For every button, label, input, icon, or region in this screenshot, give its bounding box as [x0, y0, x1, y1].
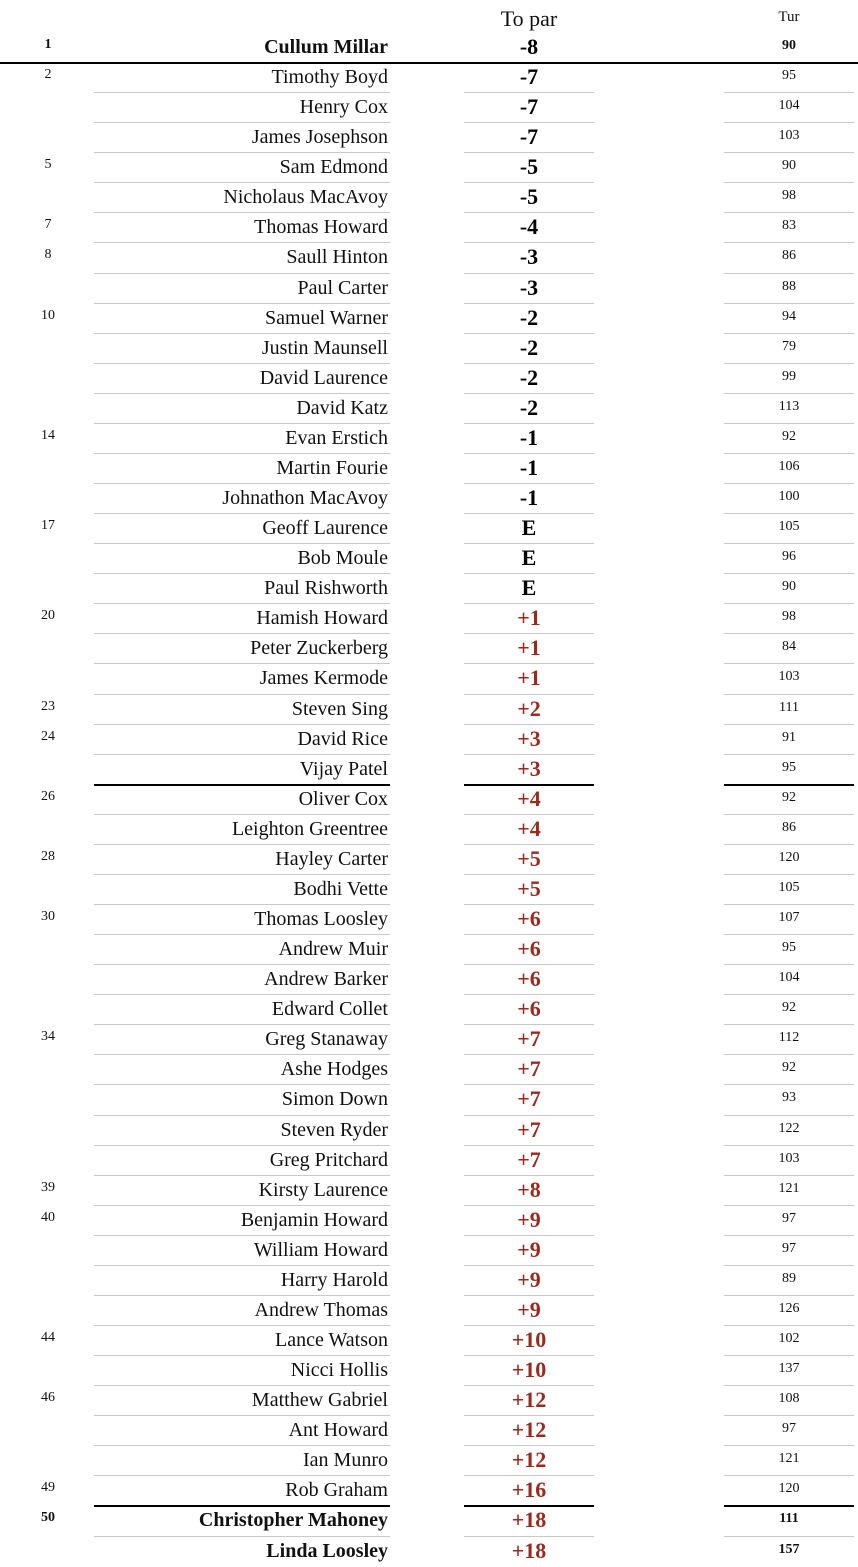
table-row: [0, 153, 858, 183]
table-row: [0, 1176, 858, 1206]
tur-cell: 107: [778, 910, 800, 925]
player-name-cell: Steven Sing: [291, 698, 388, 720]
player-name-cell: Ashe Hodges: [280, 1058, 388, 1080]
tur-cell: 104: [778, 98, 800, 113]
table-row: [0, 574, 858, 604]
to-par-cell: +10: [511, 1327, 547, 1352]
player-name-cell: Sam Edmond: [279, 156, 388, 178]
to-par-cell: -3: [519, 275, 539, 300]
position-cell: 39: [41, 1180, 55, 1195]
tur-cell: 92: [782, 790, 796, 805]
to-par-cell: +6: [517, 936, 541, 961]
table-row: [0, 755, 858, 785]
player-name-cell: Justin Maunsell: [261, 337, 388, 359]
position-cell: 14: [41, 428, 55, 443]
tur-cell: 113: [778, 399, 800, 414]
tur-cell: 86: [782, 820, 796, 835]
table-row: [0, 123, 858, 153]
tur-cell: 97: [782, 1421, 796, 1436]
to-par-cell: -8: [519, 34, 539, 59]
tur-cell: 84: [782, 639, 796, 654]
tur-cell: 95: [782, 68, 796, 83]
table-row: [0, 484, 858, 514]
table-row: [0, 664, 858, 694]
tur-cell: 103: [778, 128, 800, 143]
player-name-cell: Andrew Thomas: [254, 1299, 388, 1321]
position-cell: 20: [41, 608, 55, 623]
tur-cell: 121: [778, 1451, 800, 1466]
to-par-cell: -2: [519, 395, 539, 420]
position-cell: 24: [41, 729, 55, 744]
table-row: [0, 304, 858, 334]
table-row: [0, 604, 858, 634]
to-par-cell: +8: [517, 1177, 541, 1202]
player-name-cell: Simon Down: [281, 1088, 388, 1110]
table-row: [0, 93, 858, 123]
tur-cell: 96: [782, 549, 796, 564]
table-row: [0, 514, 858, 544]
to-par-column-header: To par: [500, 6, 558, 31]
to-par-cell: +18: [511, 1538, 547, 1563]
to-par-cell: +4: [517, 816, 541, 841]
player-name-cell: James Kermode: [259, 667, 388, 689]
to-par-cell: +12: [511, 1447, 547, 1472]
player-name-cell: Greg Stanaway: [265, 1028, 388, 1050]
to-par-cell: +9: [517, 1207, 541, 1232]
tur-cell: 157: [778, 1542, 800, 1557]
player-name-cell: Hayley Carter: [275, 848, 388, 870]
player-name-cell: Edward Collet: [271, 998, 388, 1020]
tur-cell: 90: [782, 579, 796, 594]
tur-cell: 97: [782, 1241, 796, 1256]
to-par-cell: +7: [517, 1086, 541, 1111]
tur-cell: 83: [782, 218, 796, 233]
to-par-cell: E: [521, 515, 537, 540]
table-row: [0, 725, 858, 755]
tur-cell: 90: [782, 38, 796, 53]
player-name-cell: Cullum Millar: [264, 36, 388, 58]
tur-cell: 106: [778, 459, 800, 474]
player-name-cell: Thomas Loosley: [254, 908, 388, 930]
table-row: [0, 544, 858, 574]
table-row: [0, 394, 858, 424]
player-name-cell: Evan Erstich: [285, 427, 388, 449]
table-row: [0, 965, 858, 995]
tur-column-header: Tur: [778, 9, 800, 25]
table-row: [0, 845, 858, 875]
table-row: [0, 1386, 858, 1416]
to-par-cell: -5: [519, 154, 539, 179]
to-par-cell: +9: [517, 1297, 541, 1322]
tur-cell: 92: [782, 429, 796, 444]
to-par-cell: E: [521, 545, 537, 570]
table-row: [0, 274, 858, 304]
player-name-cell: Benjamin Howard: [240, 1209, 388, 1231]
to-par-cell: +12: [511, 1417, 547, 1442]
tur-cell: 91: [782, 730, 796, 745]
to-par-cell: E: [521, 575, 537, 600]
tur-cell: 97: [782, 1211, 796, 1226]
to-par-cell: +6: [517, 966, 541, 991]
tur-cell: 95: [782, 940, 796, 955]
position-cell: 40: [41, 1210, 55, 1225]
table-row: [0, 1416, 858, 1446]
player-name-cell: Rob Graham: [285, 1479, 388, 1501]
position-cell: 7: [44, 217, 52, 232]
player-name-cell: Ant Howard: [288, 1419, 388, 1441]
to-par-cell: +9: [517, 1237, 541, 1262]
position-cell: 44: [41, 1330, 55, 1345]
table-row: [0, 1476, 858, 1506]
table-row: [0, 695, 858, 725]
player-name-cell: David Rice: [297, 728, 388, 750]
position-cell: 8: [44, 247, 52, 262]
tur-cell: 100: [778, 489, 800, 504]
player-name-cell: Harry Harold: [280, 1269, 388, 1291]
to-par-cell: +7: [517, 1117, 541, 1142]
table-row: [0, 1236, 858, 1266]
table-row: [0, 785, 858, 815]
table-row: [0, 634, 858, 664]
player-name-cell: Andrew Barker: [264, 968, 388, 990]
table-row: [0, 1506, 858, 1536]
table-row: [0, 995, 858, 1025]
table-row: [0, 364, 858, 394]
player-name-cell: Lance Watson: [275, 1329, 388, 1351]
to-par-cell: -5: [519, 184, 539, 209]
table-row: [0, 454, 858, 484]
table-row: [0, 424, 858, 454]
player-name-cell: Paul Carter: [297, 277, 388, 299]
player-name-cell: Saull Hinton: [286, 246, 388, 268]
tur-cell: 137: [778, 1361, 800, 1376]
player-name-cell: Andrew Muir: [278, 938, 388, 960]
tur-cell: 98: [782, 609, 796, 624]
table-row: [0, 1296, 858, 1326]
player-name-cell: Hamish Howard: [256, 607, 388, 629]
to-par-cell: +18: [511, 1507, 547, 1532]
to-par-cell: +4: [517, 786, 541, 811]
to-par-cell: +1: [517, 665, 541, 690]
position-cell: 23: [41, 699, 55, 714]
to-par-cell: +3: [517, 756, 541, 781]
to-par-cell: +6: [517, 996, 541, 1021]
to-par-cell: +1: [517, 605, 541, 630]
to-par-cell: -2: [519, 305, 539, 330]
to-par-cell: -2: [519, 365, 539, 390]
tur-cell: 126: [778, 1301, 800, 1316]
player-name-cell: Ian Munro: [303, 1449, 388, 1471]
table-row: [0, 334, 858, 364]
table-row: [0, 1326, 858, 1356]
to-par-cell: +16: [511, 1477, 547, 1502]
tur-cell: 79: [782, 339, 796, 354]
tur-cell: 95: [782, 760, 796, 775]
tur-cell: 122: [778, 1121, 800, 1136]
position-cell: 28: [41, 849, 55, 864]
table-row: [0, 905, 858, 935]
to-par-cell: +7: [517, 1147, 541, 1172]
table-row: [0, 1356, 858, 1386]
player-name-cell: Vijay Patel: [299, 758, 388, 780]
to-par-cell: +5: [517, 876, 541, 901]
to-par-cell: -7: [519, 64, 539, 89]
position-cell: 2: [44, 67, 52, 82]
table-row: [0, 1025, 858, 1055]
position-cell: 46: [41, 1390, 55, 1405]
to-par-cell: +5: [517, 846, 541, 871]
player-name-cell: Henry Cox: [299, 96, 388, 118]
player-name-cell: Bob Moule: [297, 547, 388, 569]
tur-cell: 121: [778, 1181, 800, 1196]
table-row: [0, 1446, 858, 1476]
tur-cell: 111: [779, 1511, 799, 1526]
player-name-cell: Nicci Hollis: [290, 1359, 388, 1381]
tur-cell: 93: [782, 1090, 796, 1105]
table-row: [0, 243, 858, 273]
to-par-cell: -1: [519, 485, 539, 510]
tur-cell: 112: [778, 1030, 800, 1045]
to-par-cell: +9: [517, 1267, 541, 1292]
table-row: [0, 1146, 858, 1176]
table-row: [0, 1266, 858, 1296]
position-cell: 49: [41, 1480, 55, 1495]
tur-cell: 98: [782, 188, 796, 203]
position-cell: 1: [44, 37, 52, 52]
table-row: [0, 33, 858, 63]
player-name-cell: Christopher Mahoney: [198, 1509, 388, 1531]
player-name-cell: Leighton Greentree: [231, 818, 388, 840]
table-row: [0, 935, 858, 965]
tur-cell: 104: [778, 970, 800, 985]
player-name-cell: Geoff Laurence: [262, 517, 388, 539]
player-name-cell: Thomas Howard: [254, 216, 388, 238]
position-cell: 26: [41, 789, 55, 804]
tur-cell: 120: [778, 850, 800, 865]
position-cell: 5: [44, 157, 52, 172]
tur-cell: 86: [782, 248, 796, 263]
tur-cell: 120: [778, 1481, 800, 1496]
table-row: [0, 1116, 858, 1146]
to-par-cell: -2: [519, 335, 539, 360]
table-row: [0, 815, 858, 845]
player-name-cell: David Katz: [296, 397, 388, 419]
position-cell: 34: [41, 1029, 55, 1044]
player-name-cell: Nicholaus MacAvoy: [223, 186, 388, 208]
to-par-cell: +12: [511, 1387, 547, 1412]
player-name-cell: Peter Zuckerberg: [250, 637, 388, 659]
tur-cell: 94: [782, 309, 796, 324]
position-cell: 50: [41, 1510, 55, 1525]
table-row: [0, 1055, 858, 1085]
to-par-cell: +3: [517, 726, 541, 751]
tur-cell: 92: [782, 1000, 796, 1015]
tur-cell: 89: [782, 1271, 796, 1286]
tur-cell: 105: [778, 519, 800, 534]
table-row: [0, 1537, 858, 1567]
to-par-cell: +7: [517, 1056, 541, 1081]
player-name-cell: Matthew Gabriel: [251, 1389, 388, 1411]
tur-cell: 111: [779, 700, 799, 715]
player-name-cell: David Laurence: [259, 367, 388, 389]
table-row: [0, 213, 858, 243]
to-par-cell: +10: [511, 1357, 547, 1382]
tur-cell: 108: [778, 1391, 800, 1406]
tur-cell: 105: [778, 880, 800, 895]
tur-cell: 92: [782, 1060, 796, 1075]
player-name-cell: Martin Fourie: [276, 457, 388, 479]
table-row: [0, 1085, 858, 1115]
to-par-cell: +1: [517, 635, 541, 660]
player-name-cell: Paul Rishworth: [264, 577, 388, 599]
player-name-cell: Johnathon MacAvoy: [222, 487, 388, 509]
player-name-cell: Linda Loosley: [266, 1540, 388, 1562]
player-name-cell: Steven Ryder: [280, 1119, 388, 1141]
player-name-cell: Oliver Cox: [298, 788, 388, 810]
tur-cell: 90: [782, 158, 796, 173]
table-row: [0, 1206, 858, 1236]
player-name-cell: Bodhi Vette: [293, 878, 388, 900]
to-par-cell: -4: [519, 214, 539, 239]
to-par-cell: -1: [519, 425, 539, 450]
to-par-cell: +7: [517, 1026, 541, 1051]
table-row: [0, 875, 858, 905]
position-cell: 30: [41, 909, 55, 924]
table-row: [0, 183, 858, 213]
player-name-cell: Timothy Boyd: [271, 66, 388, 88]
player-name-cell: James Josephson: [251, 126, 388, 148]
tur-cell: 102: [778, 1331, 800, 1346]
to-par-cell: -7: [519, 124, 539, 149]
table-row: [0, 63, 858, 93]
player-name-cell: Kirsty Laurence: [258, 1179, 388, 1201]
player-name-cell: William Howard: [253, 1239, 388, 1261]
tur-cell: 103: [778, 1151, 800, 1166]
to-par-cell: -3: [519, 244, 539, 269]
tur-cell: 103: [778, 669, 800, 684]
tur-cell: 99: [782, 369, 796, 384]
player-name-cell: Samuel Warner: [265, 307, 388, 329]
position-cell: 10: [41, 308, 55, 323]
player-name-cell: Greg Pritchard: [269, 1149, 388, 1171]
tur-cell: 88: [782, 279, 796, 294]
to-par-cell: +6: [517, 906, 541, 931]
to-par-cell: -1: [519, 455, 539, 480]
to-par-cell: -7: [519, 94, 539, 119]
to-par-cell: +2: [517, 696, 541, 721]
position-cell: 17: [41, 518, 55, 533]
